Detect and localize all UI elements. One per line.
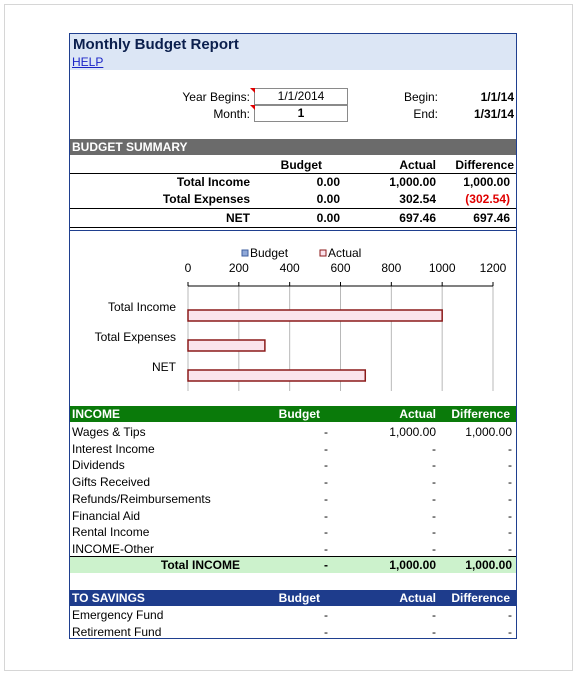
year-begins-label: Year Begins: — [182, 90, 250, 104]
savings-row-actual: - — [432, 608, 436, 622]
summary-total-income-label: Total Income — [176, 175, 250, 189]
budget-summary-chart — [70, 231, 516, 406]
income-row-actual: - — [432, 458, 436, 473]
begin-value: 1/1/14 — [480, 90, 514, 104]
savings-row-budget: - — [324, 625, 328, 639]
savings-row-actual: - — [432, 625, 436, 639]
chart-legend-swatch — [320, 250, 326, 256]
savings-col-difference: Difference — [451, 591, 510, 605]
income-row-label: Interest Income — [72, 441, 155, 456]
chart-x-tick-label: 200 — [228, 261, 249, 275]
income-row-difference: - — [508, 541, 512, 556]
chart-bar-actual — [188, 370, 365, 381]
summary-total-income-budget: 0.00 — [316, 175, 340, 189]
income-row-difference: - — [508, 441, 512, 456]
summary-total-income-difference: 1,000.00 — [463, 175, 510, 189]
savings-row-difference: - — [508, 608, 512, 622]
savings-row-budget: - — [324, 608, 328, 622]
chart-x-ticks — [185, 261, 507, 275]
chart-category-label: Total Expenses — [94, 330, 176, 344]
savings-row-label: Retirement Fund — [72, 625, 162, 639]
income-row-label: Wages & Tips — [72, 425, 146, 439]
income-total-label: Total INCOME — [160, 558, 240, 572]
income-row-actual: - — [432, 491, 436, 506]
income-col-budget: Budget — [278, 407, 320, 421]
summary-net-actual: 697.46 — [399, 211, 436, 225]
chart-legend — [242, 246, 361, 260]
income-title: INCOME — [72, 407, 120, 421]
income-row-difference: - — [508, 491, 512, 506]
income-row-difference: 1,000.00 — [465, 425, 512, 439]
income-row-budget: - — [324, 458, 328, 473]
budget-summary-header — [70, 139, 516, 155]
income-row-budget: - — [324, 541, 328, 556]
chart-x-tick-label: 1200 — [479, 261, 507, 275]
income-row-actual: - — [432, 475, 436, 490]
help-link[interactable]: HELP — [72, 55, 104, 69]
chart-legend-label: Actual — [328, 246, 362, 260]
income-row-actual: - — [432, 508, 436, 523]
income-row-budget: - — [324, 508, 328, 523]
income-row-actual: 1,000.00 — [389, 425, 436, 439]
chart-x-tick-label: 400 — [279, 261, 300, 275]
month-label: Month: — [213, 107, 250, 121]
income-row-label: Gifts Received — [72, 475, 151, 490]
end-value: 1/31/14 — [473, 107, 514, 121]
savings-col-actual: Actual — [399, 591, 436, 605]
income-header — [70, 406, 516, 422]
income-row-budget: - — [324, 441, 328, 456]
summary-net-budget: 0.00 — [316, 211, 340, 225]
income-total-budget: - — [324, 558, 328, 572]
income-row-actual: - — [432, 525, 436, 540]
summary-col-budget: Budget — [280, 158, 322, 172]
summary-col-actual: Actual — [399, 158, 436, 172]
savings-header — [70, 590, 516, 606]
chart-category-label: NET — [152, 360, 176, 374]
chart-x-tick-label: 800 — [381, 261, 402, 275]
income-row-difference: - — [508, 508, 512, 523]
income-row-label: INCOME-Other — [72, 541, 155, 556]
savings-row-difference: - — [508, 625, 512, 639]
begin-label: Begin: — [403, 90, 438, 104]
income-row-budget: - — [324, 425, 328, 439]
summary-total-income-actual: 1,000.00 — [389, 175, 436, 189]
summary-total-expenses-budget: 0.00 — [316, 192, 340, 206]
income-row-label: Dividends — [72, 458, 125, 473]
income-row-difference: - — [508, 525, 512, 540]
income-row-budget: - — [324, 475, 328, 490]
summary-net-divider — [70, 208, 516, 209]
chart-x-tick-label: 1000 — [428, 261, 456, 275]
summary-bottom-divider — [70, 227, 516, 228]
summary-total-expenses-difference: (302.54) — [465, 192, 510, 206]
summary-col-difference: Difference — [455, 158, 514, 172]
budget-summary-title: BUDGET SUMMARY — [72, 140, 188, 154]
income-row-label: Financial Aid — [72, 508, 141, 523]
income-col-actual: Actual — [399, 407, 436, 421]
income-row-actual: - — [432, 441, 436, 456]
month-input[interactable]: 1 — [254, 105, 348, 122]
summary-total-expenses-label: Total Expenses — [162, 192, 250, 206]
chart-bar-actual — [188, 340, 265, 351]
income-row-label: Refunds/Reimbursements — [72, 491, 211, 506]
budget-sheet — [69, 33, 517, 639]
summary-net-label: NET — [226, 211, 250, 225]
summary-divider — [70, 173, 516, 174]
comment-marker-icon — [250, 105, 255, 110]
income-row-budget: - — [324, 525, 328, 540]
page-title: Monthly Budget Report — [73, 36, 239, 53]
income-row-difference: - — [508, 475, 512, 490]
year-begins-input[interactable]: 1/1/2014 — [254, 88, 348, 105]
chart-bars — [188, 310, 442, 381]
savings-col-budget: Budget — [278, 591, 320, 605]
income-total-actual: 1,000.00 — [389, 558, 436, 572]
income-col-difference: Difference — [451, 407, 510, 421]
chart-category-label: Total Income — [107, 300, 176, 314]
chart-legend-swatch — [242, 250, 248, 256]
savings-row-label: Emergency Fund — [72, 608, 164, 622]
chart-bar-actual — [188, 310, 442, 321]
summary-net-difference: 697.46 — [473, 211, 510, 225]
income-row-label: Rental Income — [72, 525, 150, 540]
end-label: End: — [413, 107, 438, 121]
summary-total-expenses-actual: 302.54 — [399, 192, 436, 206]
comment-marker-icon — [250, 88, 255, 93]
income-row-actual: - — [432, 541, 436, 556]
savings-title: TO SAVINGS — [72, 591, 145, 605]
income-total-difference: 1,000.00 — [465, 558, 512, 572]
chart-x-tick-label: 600 — [330, 261, 351, 275]
chart-legend-label: Budget — [250, 246, 289, 260]
income-row-budget: - — [324, 491, 328, 506]
chart-x-tick-label: 0 — [184, 261, 192, 275]
chart-category-labels — [95, 300, 177, 374]
income-row-difference: - — [508, 458, 512, 473]
